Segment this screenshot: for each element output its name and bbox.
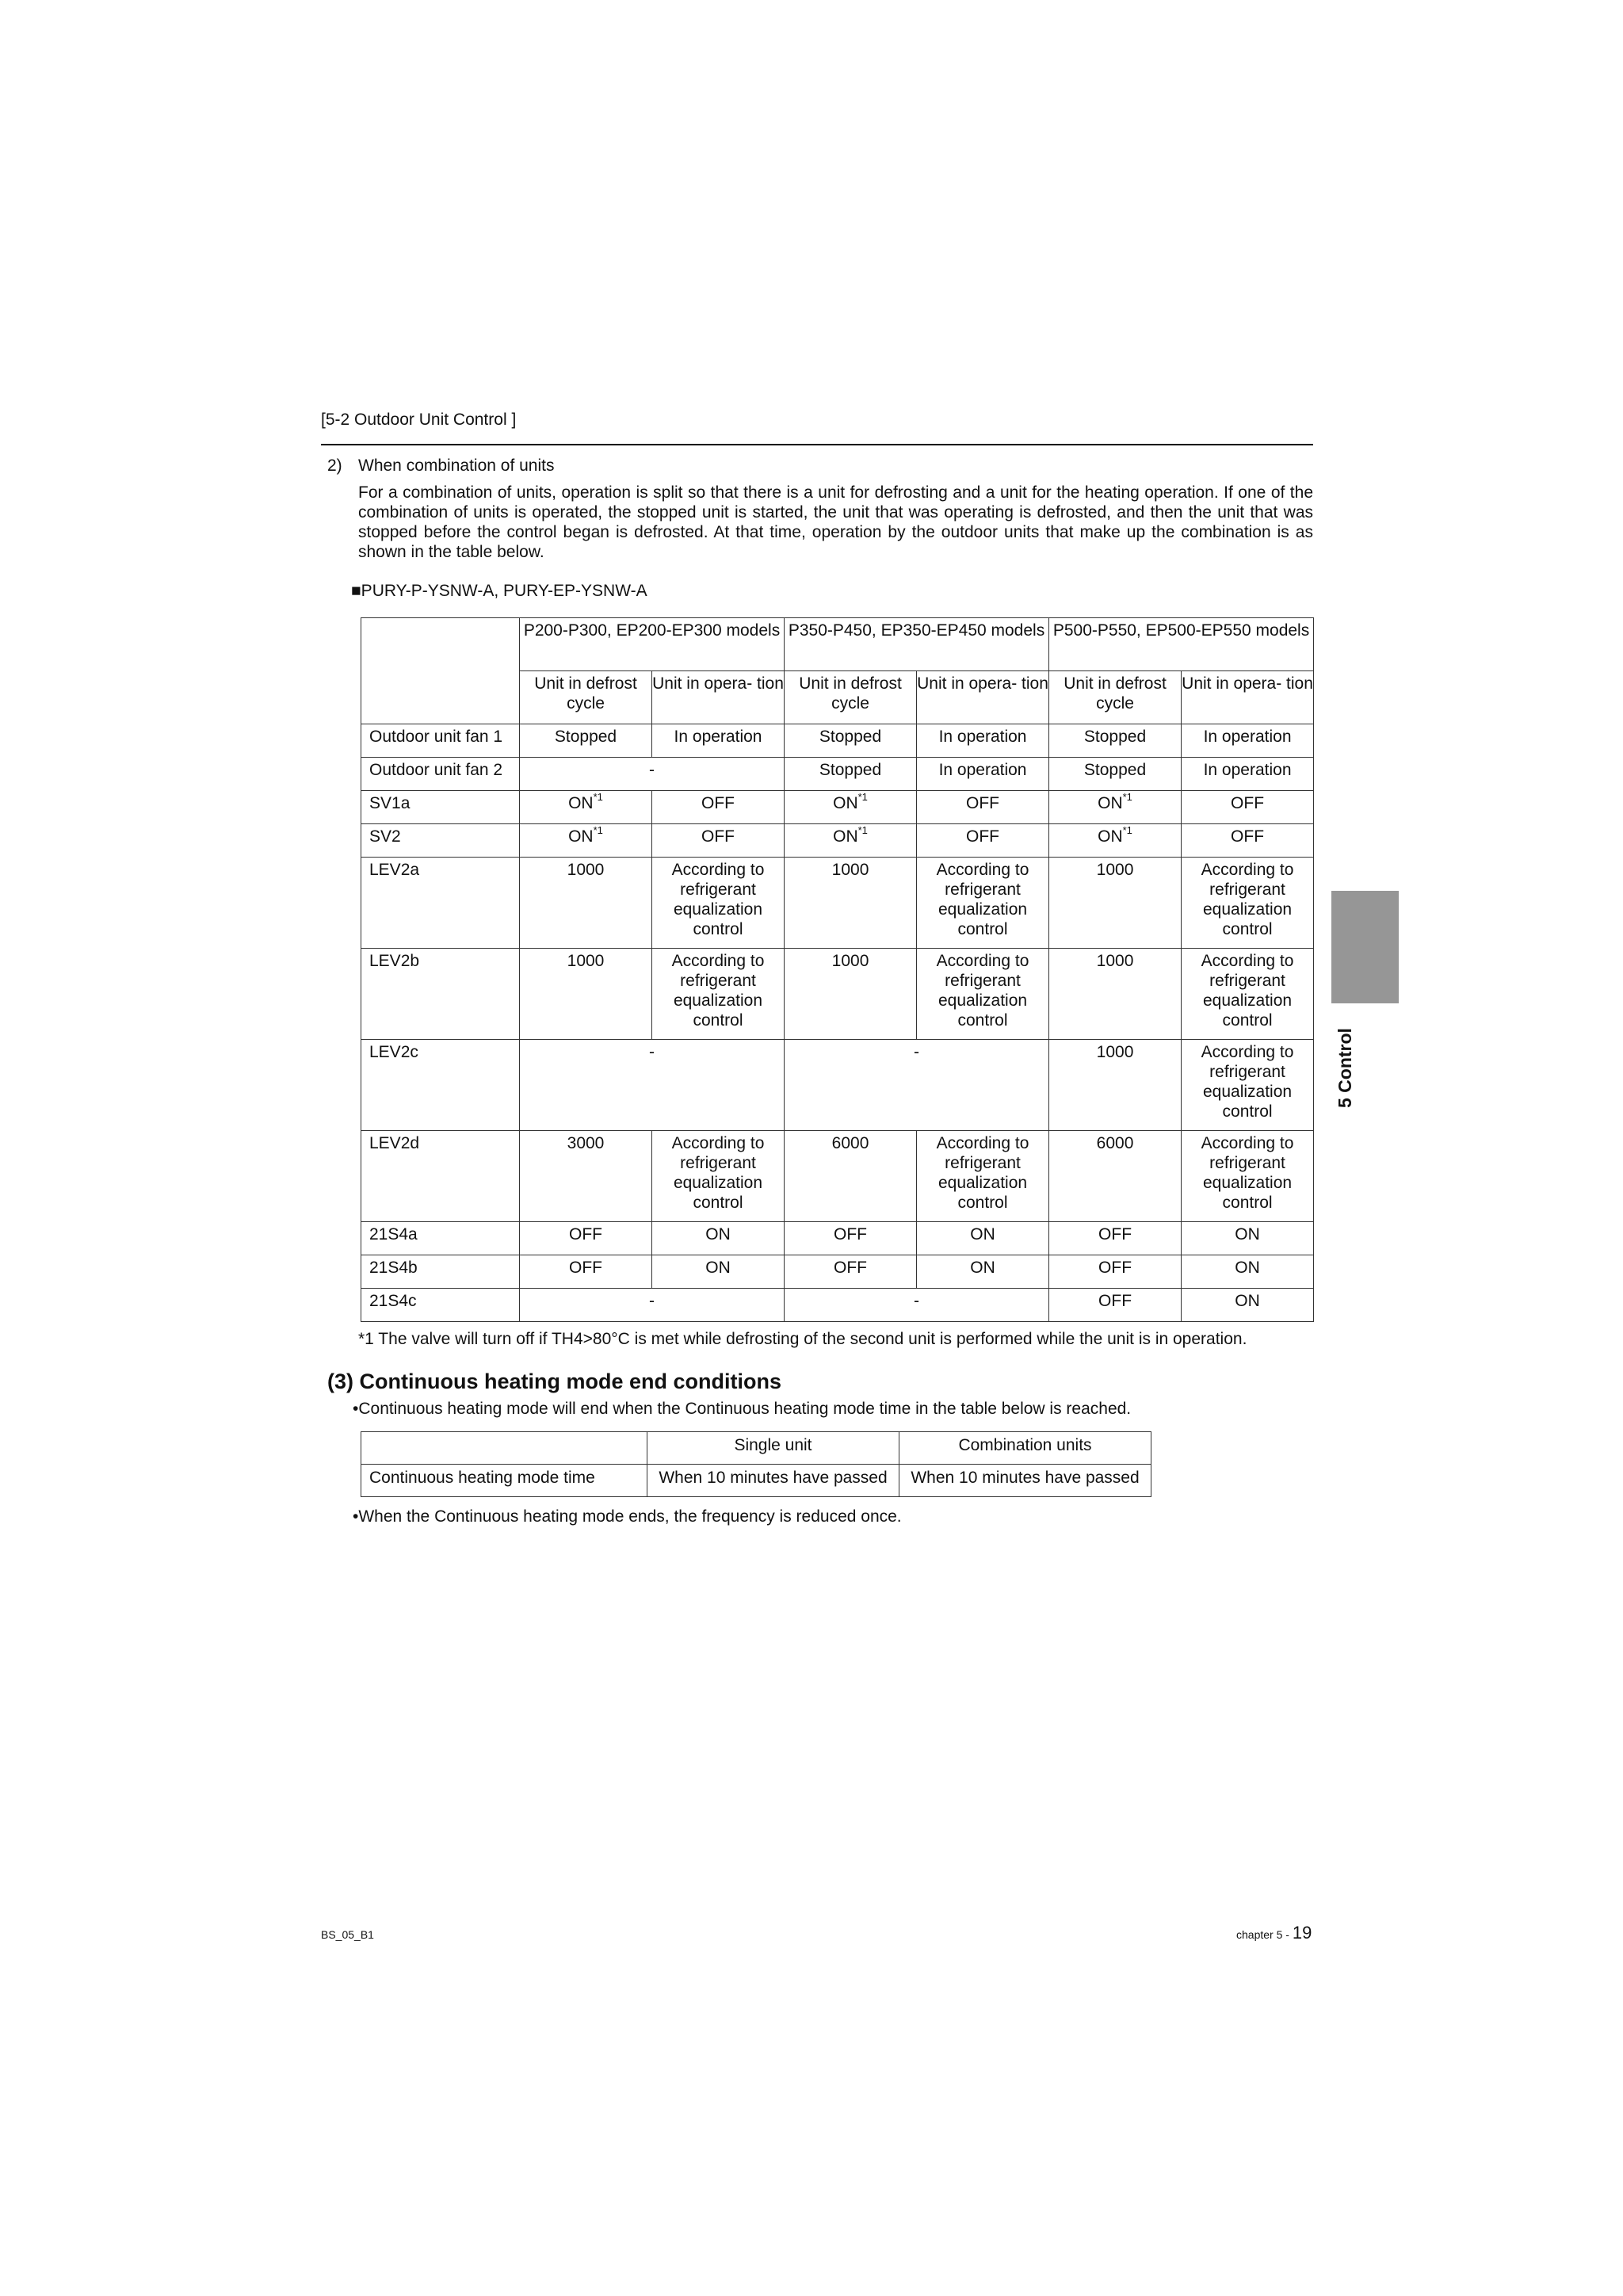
page-number: 19 [1292,1923,1312,1943]
cell: 6000 [785,1131,917,1222]
cell: In operation [917,724,1049,758]
item-paragraph: For a combination of units, operation is split so that there is a unit for defrosting and a unit for the heating operation. If one of the combination of units is operated, the stopped unit is started, the unit that was operating is defrosted, and then the unit that was stopped before the control began is defrosted. At that time, operation by the outdoor units that make up the combination is as shown in the table below. [358,483,1313,561]
column-header: Combination units [899,1432,1151,1465]
cell-value: ON [833,794,858,812]
cell: 1000 [785,858,917,949]
cell [785,791,917,824]
footer-page-number [1236,1923,1312,1943]
cell: 1000 [520,858,652,949]
footnote: *1 The valve will turn off if TH4>80°C is met while defrosting of the second unit is performed while the unit is in operation. [358,1330,1247,1348]
cell: Stopped [785,724,917,758]
cell: When 10 minutes have passed [899,1465,1151,1497]
sub-header: Unit in opera- tion [1182,671,1314,724]
cell [785,824,917,858]
cell: In operation [652,724,785,758]
cell: OFF [1049,1255,1182,1289]
group-header: P200-P300, EP200-EP300 models [520,618,785,671]
cell: OFF [652,791,785,824]
cell-value: ON [1098,827,1123,846]
cell: Stopped [1049,724,1182,758]
footnote-mark: *1 [593,824,603,836]
row-label: LEV2d [361,1131,520,1222]
sub-header: Unit in defrost cycle [520,671,652,724]
cell: According to refrigerant equalization control [1182,1040,1314,1131]
row-label: Outdoor unit fan 2 [361,758,520,791]
footnote-mark: *1 [1122,824,1132,836]
table-row [361,824,1314,858]
cell: 1000 [1049,858,1182,949]
cell: According to refrigerant equalization control [1182,1131,1314,1222]
cell: According to refrigerant equalization control [917,1131,1049,1222]
cell: OFF [1182,824,1314,858]
chapter-tab-text: 5 Control [1335,1028,1355,1108]
cell: ON [1182,1289,1314,1322]
cell-value: ON [833,827,858,846]
sub-header: Unit in defrost cycle [1049,671,1182,724]
cell-value: ON [1098,794,1123,812]
cell: According to refrigerant equalization control [652,1131,785,1222]
cell: - [520,758,785,791]
chapter-tab-label [1335,1014,1365,1108]
cell: According to refrigerant equalization control [917,949,1049,1040]
row-label: 21S4b [361,1255,520,1289]
column-header: Single unit [647,1432,899,1465]
cell: OFF [520,1255,652,1289]
row-label: 21S4a [361,1222,520,1255]
model-line: ■PURY-P-YSNW-A, PURY-EP-YSNW-A [351,582,647,600]
cell: OFF [1182,791,1314,824]
cell: - [785,1289,1049,1322]
defrost-operation-table [361,617,1314,1322]
table-row [361,724,1314,758]
item-title: When combination of units [358,457,555,475]
group-header: P350-P450, EP350-EP450 models [785,618,1049,671]
cell: 3000 [520,1131,652,1222]
cell: OFF [1049,1289,1182,1322]
footer-chapter: chapter 5 - [1236,1928,1293,1941]
row-label: Outdoor unit fan 1 [361,724,520,758]
table-row [361,858,1314,949]
cell-value: ON [568,827,594,846]
cell: OFF [785,1222,917,1255]
row-label: LEV2b [361,949,520,1040]
cell: In operation [1182,724,1314,758]
cell [1049,824,1182,858]
table-row [361,1255,1314,1289]
cell: According to refrigerant equalization control [917,858,1049,949]
cell: Stopped [520,724,652,758]
corner-cell [361,1432,647,1465]
cell: ON [917,1222,1049,1255]
table-row [361,758,1314,791]
cell: 1000 [520,949,652,1040]
sub-header: Unit in opera- tion [652,671,785,724]
cell: In operation [1182,758,1314,791]
cell: 1000 [1049,1040,1182,1131]
footer-doc-code: BS_05_B1 [321,1928,374,1941]
cell: OFF [652,824,785,858]
cell: When 10 minutes have passed [647,1465,899,1497]
cell: In operation [917,758,1049,791]
cell: Stopped [1049,758,1182,791]
footnote-mark: *1 [593,791,603,803]
cell: According to refrigerant equalization control [652,949,785,1040]
group-header: P500-P550, EP500-EP550 models [1049,618,1314,671]
cell: 1000 [1049,949,1182,1040]
cell [520,791,652,824]
footnote-mark: *1 [857,824,868,836]
cell: ON [652,1222,785,1255]
cell: According to refrigerant equalization control [652,858,785,949]
cell: According to refrigerant equalization control [1182,949,1314,1040]
bullet-text: •Continuous heating mode will end when the Continuous heating mode time in the table below is reached. [353,1400,1132,1418]
row-label: SV1a [361,791,520,824]
row-label: SV2 [361,824,520,858]
cell: ON [652,1255,785,1289]
cell: OFF [785,1255,917,1289]
sub-header: Unit in opera- tion [917,671,1049,724]
table-row [361,1131,1314,1222]
cell: 1000 [785,949,917,1040]
cell: OFF [1049,1222,1182,1255]
cell: ON [1182,1222,1314,1255]
cell: 6000 [1049,1131,1182,1222]
section-header: [5-2 Outdoor Unit Control ] [321,411,517,429]
cell [520,824,652,858]
cell: - [520,1289,785,1322]
cell: OFF [917,824,1049,858]
continuous-heating-table [361,1431,1151,1497]
chapter-tab [1331,891,1399,1003]
cell-value: ON [568,794,594,812]
table-row [361,791,1314,824]
row-label: Continuous heating mode time [361,1465,647,1497]
item-number: 2) [327,457,342,475]
cell: OFF [917,791,1049,824]
bullet-text: •When the Continuous heating mode ends, the frequency is reduced once. [353,1507,902,1526]
table-row [361,1465,1151,1497]
cell: OFF [520,1222,652,1255]
corner-cell [361,618,520,724]
table-row [361,1222,1314,1255]
cell: According to refrigerant equalization control [1182,858,1314,949]
cell: ON [917,1255,1049,1289]
row-label: LEV2a [361,858,520,949]
table-row [361,949,1314,1040]
row-label: 21S4c [361,1289,520,1322]
sub-header: Unit in defrost cycle [785,671,917,724]
cell: - [520,1040,785,1131]
table-row [361,1289,1314,1322]
section-title: (3) Continuous heating mode end conditions [327,1370,781,1393]
footnote-mark: *1 [857,791,868,803]
cell: ON [1182,1255,1314,1289]
cell: Stopped [785,758,917,791]
cell [1049,791,1182,824]
table-row [361,1040,1314,1131]
footnote-mark: *1 [1122,791,1132,803]
row-label: LEV2c [361,1040,520,1131]
header-rule [321,444,1313,445]
cell: - [785,1040,1049,1131]
